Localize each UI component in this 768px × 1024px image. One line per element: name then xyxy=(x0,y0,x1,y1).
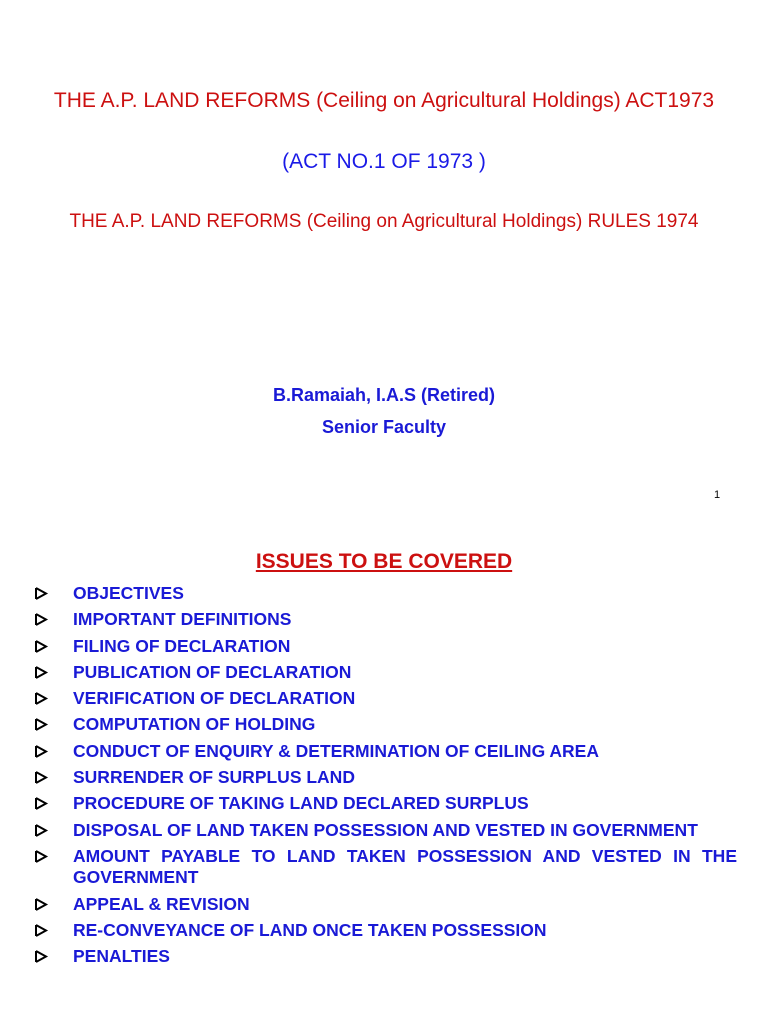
list-item-label: PROCEDURE OF TAKING LAND DECLARED SURPLUS xyxy=(73,793,529,814)
list-item-label: VERIFICATION OF DECLARATION xyxy=(73,688,356,709)
arrow-bullet-icon xyxy=(33,767,49,788)
arrow-bullet-icon xyxy=(33,688,49,709)
list-item xyxy=(33,662,737,684)
list-item xyxy=(33,920,737,942)
arrow-bullet-icon xyxy=(33,583,49,604)
list-item xyxy=(33,688,737,710)
author-name: B.Ramaiah, I.A.S (Retired) xyxy=(272,385,496,405)
list-item-label: DISPOSAL OF LAND TAKEN POSSESSION AND VESTED IN GOVERNMENT xyxy=(73,819,698,840)
list-item xyxy=(33,894,737,916)
arrow-bullet-icon xyxy=(33,662,49,683)
list-item-label: PUBLICATION OF DECLARATION xyxy=(73,661,352,682)
arrow-bullet-icon xyxy=(33,846,49,867)
arrow-bullet-icon xyxy=(33,793,49,814)
list-item xyxy=(33,846,737,889)
arrow-bullet-icon xyxy=(33,894,49,915)
author-role: Senior Faculty xyxy=(321,417,447,437)
list-item xyxy=(33,609,737,631)
list-item-label: RE-CONVEYANCE OF LAND ONCE TAKEN POSSESSION xyxy=(73,920,547,941)
arrow-bullet-icon xyxy=(33,820,49,841)
arrow-bullet-icon xyxy=(33,741,49,762)
list-item xyxy=(33,583,737,605)
list-item xyxy=(33,946,737,968)
list-item-label: APPEAL & REVISION xyxy=(73,893,250,914)
list-item xyxy=(33,767,737,789)
list-item-label: IMPORTANT DEFINITIONS xyxy=(73,609,292,630)
act-number: (ACT NO.1 OF 1973 ) xyxy=(282,150,486,173)
list-item xyxy=(33,741,737,763)
arrow-bullet-icon xyxy=(33,636,49,657)
list-item xyxy=(33,793,737,815)
arrow-bullet-icon xyxy=(33,609,49,630)
list-item xyxy=(33,714,737,736)
act-title: THE A.P. LAND REFORMS (Ceiling on Agricultural Holdings) ACT1973 xyxy=(53,89,715,112)
list-item xyxy=(33,820,737,842)
list-item-label: OBJECTIVES xyxy=(73,583,184,603)
arrow-bullet-icon xyxy=(33,920,49,941)
list-item xyxy=(33,636,737,658)
list-item-label: SURRENDER OF SURPLUS LAND xyxy=(73,767,355,788)
issues-list xyxy=(33,583,737,973)
list-item-label: AMOUNT PAYABLE TO LAND TAKEN POSSESSION AND VESTED IN THE GOVERNMENT xyxy=(73,845,737,888)
list-item-label: FILING OF DECLARATION xyxy=(73,635,291,656)
rules-title: THE A.P. LAND REFORMS (Ceiling on Agricultural Holdings) RULES 1974 xyxy=(69,211,699,232)
page-number: 1 xyxy=(714,489,721,501)
section-title: ISSUES TO BE COVERED xyxy=(255,550,513,573)
arrow-bullet-icon xyxy=(33,946,49,967)
list-item-label: COMPUTATION OF HOLDING xyxy=(73,714,316,735)
list-item-label: PENALTIES xyxy=(73,946,170,967)
list-item-label: CONDUCT OF ENQUIRY & DETERMINATION OF CEILING AREA xyxy=(73,740,599,761)
arrow-bullet-icon xyxy=(33,714,49,735)
